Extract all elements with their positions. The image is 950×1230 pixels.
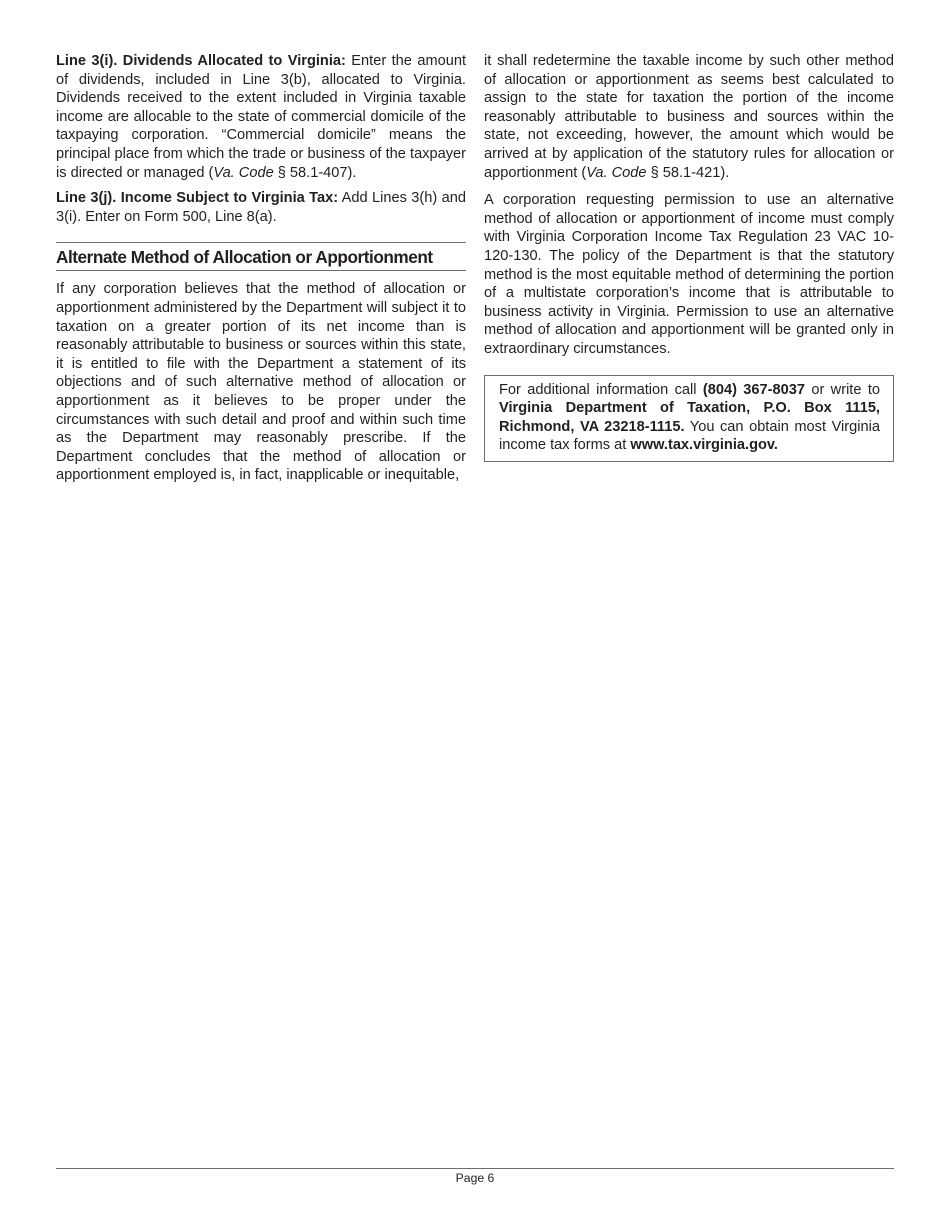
additional-info-text xyxy=(499,381,880,455)
additional-info-box xyxy=(484,375,894,462)
info-forms-text: You can obtain most Virginia income tax forms at xyxy=(499,418,880,454)
line-3i-text: Enter the amount of dividends, included in Line 3(b), allocated to Virginia. Dividends received to the extent included in Virginia taxable income are allocable to the state of commercial domicile of the taxpaying corporation. “Commercial domicile” means the principal place from which the trade or business of the taxpayer is directed or managed ( xyxy=(56,53,467,181)
page-number: Page 6 xyxy=(455,1171,495,1185)
footer-divider xyxy=(56,1168,894,1169)
line-3j-paragraph xyxy=(56,189,466,226)
right-column xyxy=(484,52,894,462)
continuation-text: it shall redetermine the taxable income by such other method of allocation or apportionment as seems best calculated to assign to the state for taxation the portion of the income reasonably attributable to business and sources within the state, not exceeding, however, the amount which would be arrived at by application of the statutory rules for allocation or apportionment ( xyxy=(484,53,894,181)
line-3i-paragraph xyxy=(56,52,466,182)
alternate-method-paragraph: If any corporation believes that the method of allocation or apportionment administered by the Department will subject it to taxation on a greater portion of its net income than is reasonably attributable to business or sources within this state, it is entitled to file with the Department a statement of its objections and of such alternative method of allocation or apportionment as it believes to be proper under the circumstances with such detail and proof and within such time as the Department may reasonably prescribe. If the Department concludes that the method of allocation or apportionment employed is, in fact, inapplicable or inequitable, xyxy=(56,281,466,484)
website-link[interactable]: www.tax.virginia.gov. xyxy=(630,437,778,454)
info-write-text: or write to xyxy=(804,381,880,398)
line-3j-title: Line 3(j). Income Subject to Virginia Tax: xyxy=(56,190,339,207)
continuation-code-ref: Va. Code xyxy=(586,164,647,181)
request-permission-paragraph: A corporation requesting permission to use an alternative method of allocation or apportionment of income must comply with Virginia Corporation Income Tax Regulation 23 VAC 10-120-130. The policy of the Department is that the statutory method is the most equitable method of determining the portion of a multistate corporation’s income that is attributable to business activity in Virginia. Permission to use an alternative method of allocation and apportionment will be granted only in extraordinary circumstances. xyxy=(484,192,894,357)
line-3j-text: Add Lines 3(h) and 3(i). Enter on Form 500, Line 8(a). xyxy=(56,190,467,225)
line-3i-title: Line 3(i). Dividends Allocated to Virginia: xyxy=(56,53,346,69)
left-column xyxy=(56,52,466,492)
mailing-address: Virginia Department of Taxation, P.O. Box 1115, Richmond, VA 23218-1115. xyxy=(499,400,880,435)
info-intro-text: For additional information call xyxy=(499,381,703,398)
section-heading-alternate-method: Alternate Method of Allocation or Apportionment xyxy=(56,242,466,271)
line-3i-citation: § 58.1-407). xyxy=(273,164,357,181)
phone-number: (804) 367-8037 xyxy=(702,381,805,398)
line-3i-code-ref: Va. Code xyxy=(213,164,274,181)
continuation-paragraph xyxy=(484,52,894,182)
continuation-citation: § 58.1-421). xyxy=(646,164,730,181)
